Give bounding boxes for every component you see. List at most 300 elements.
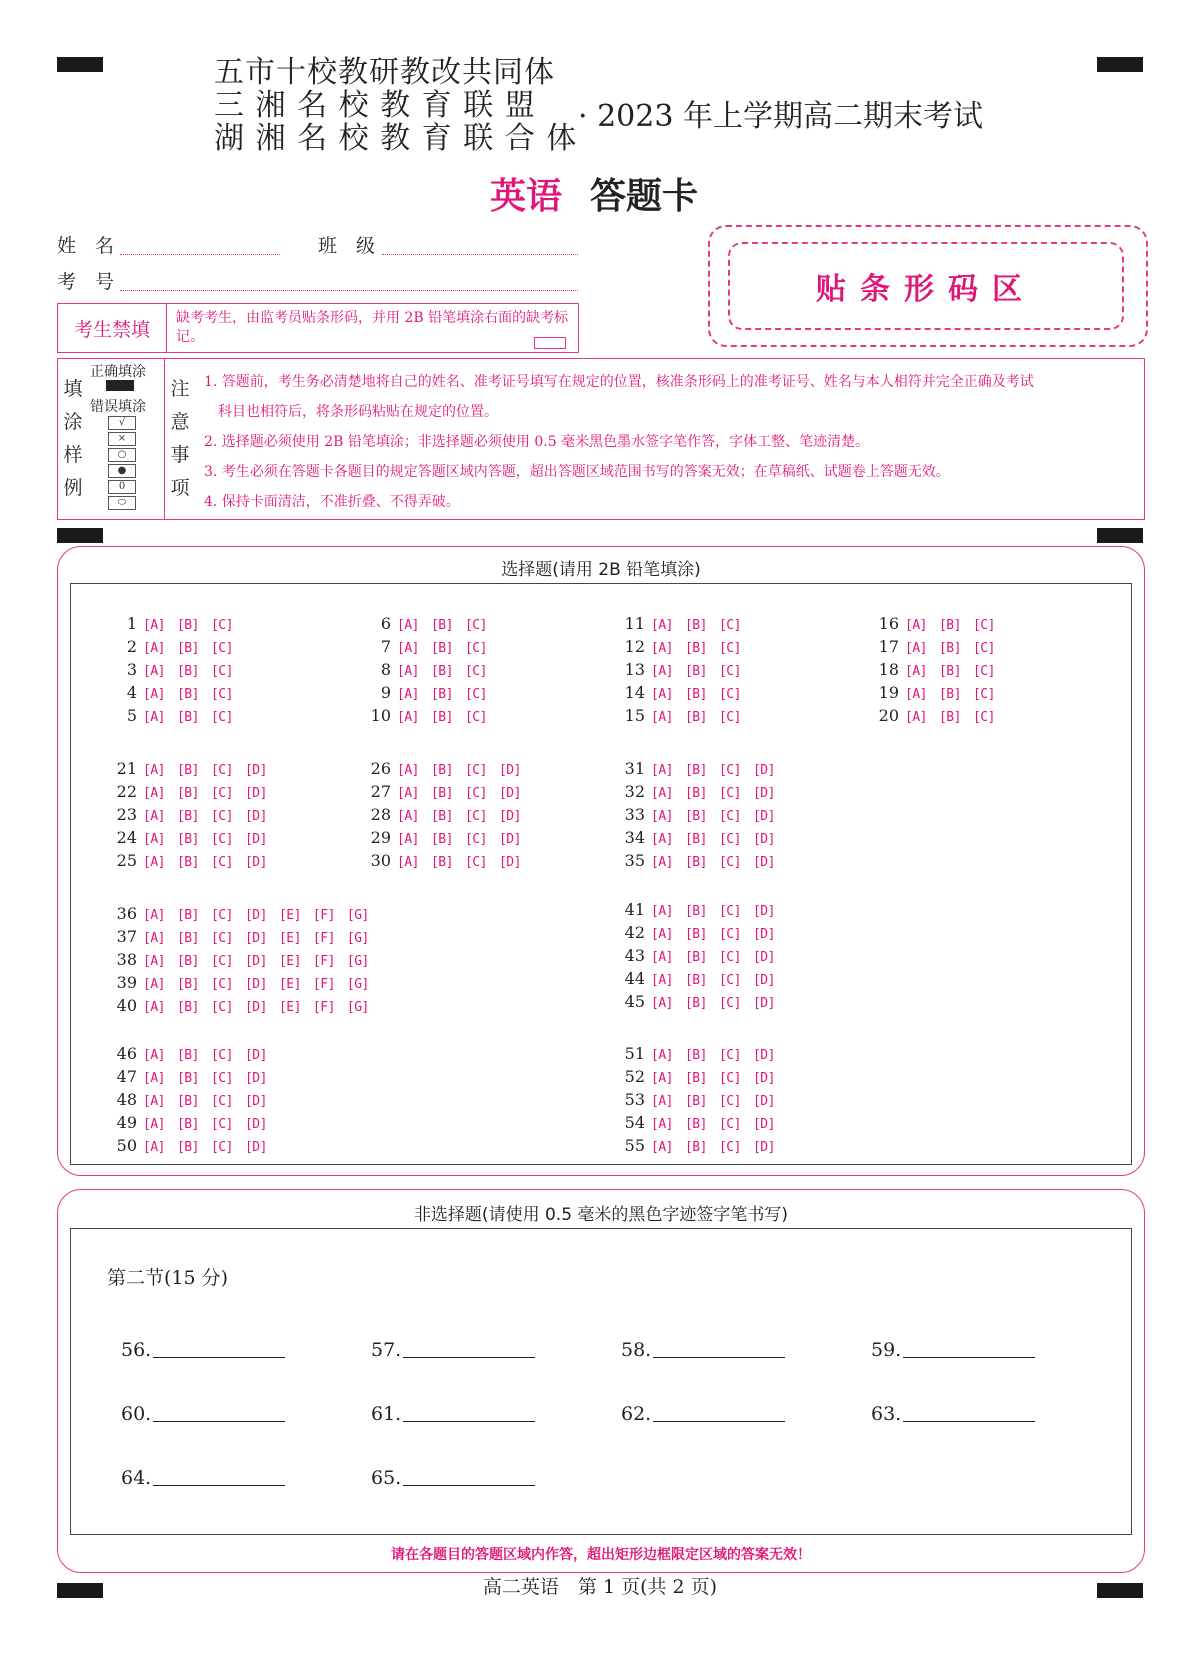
question-number: 34: [624, 828, 645, 847]
answer-bubble[interactable]: [B]: [684, 618, 707, 633]
answer-bubble[interactable]: [C]: [718, 786, 741, 801]
note-item: 2. 选择题必须使用 2B 铅笔填涂；非选择题必须使用 0.5 毫米黑色墨水签字笔作答，字体工整、笔迹清楚。: [204, 434, 870, 450]
answer-bubble[interactable]: [E]: [278, 1000, 301, 1015]
answer-bubble[interactable]: [C]: [210, 832, 233, 847]
answer-bubble[interactable]: [A]: [651, 855, 673, 870]
answer-bubble[interactable]: [B]: [176, 687, 199, 702]
question-row: [111, 973, 381, 992]
answer-bubble[interactable]: [A]: [143, 687, 165, 702]
answer-line[interactable]: [403, 1484, 535, 1486]
question-number: 28: [370, 805, 391, 824]
answer-bubble[interactable]: [B]: [176, 832, 199, 847]
answer-bubble[interactable]: [A]: [143, 710, 165, 725]
answer-bubble[interactable]: [A]: [905, 641, 927, 656]
answer-bubble[interactable]: [D]: [244, 977, 267, 992]
answer-bubble[interactable]: [B]: [176, 908, 199, 923]
answer-bubble[interactable]: [G]: [346, 1000, 369, 1015]
answer-bubble[interactable]: [B]: [176, 664, 199, 679]
answer-bubble[interactable]: [D]: [244, 954, 267, 969]
answer-line[interactable]: [403, 1356, 535, 1358]
answer-line[interactable]: [153, 1484, 285, 1486]
answer-bubble[interactable]: [A]: [905, 664, 927, 679]
answer-bubble[interactable]: [G]: [346, 954, 369, 969]
answer-bubble[interactable]: [A]: [143, 977, 165, 992]
answer-bubble[interactable]: [A]: [651, 710, 673, 725]
answer-blank[interactable]: [871, 1339, 1035, 1361]
answer-line[interactable]: [653, 1356, 785, 1358]
answer-bubble[interactable]: [A]: [905, 687, 927, 702]
notes-label: 注 意 事 项: [170, 378, 190, 499]
answer-bubble[interactable]: [A]: [143, 1048, 165, 1063]
answer-bubble[interactable]: [C]: [210, 1117, 233, 1132]
answer-bubble[interactable]: [B]: [176, 763, 199, 778]
answer-bubble[interactable]: [D]: [752, 1071, 775, 1086]
answer-blank[interactable]: [871, 1403, 1035, 1425]
question-row: [873, 706, 1007, 725]
question-row: [619, 1090, 787, 1109]
answer-bubble[interactable]: [B]: [430, 832, 453, 847]
answer-bubble[interactable]: [C]: [718, 1117, 741, 1132]
question-number: 20: [878, 706, 899, 725]
answer-bubble[interactable]: [B]: [684, 1071, 707, 1086]
answer-bubble[interactable]: [C]: [210, 641, 233, 656]
question-number: 14: [624, 683, 645, 702]
answer-bubble[interactable]: [C]: [464, 710, 487, 725]
answer-bubble[interactable]: [A]: [651, 786, 673, 801]
answer-bubble[interactable]: [C]: [718, 1140, 741, 1155]
answer-bubble[interactable]: [D]: [244, 1071, 267, 1086]
answer-bubble[interactable]: [A]: [905, 618, 927, 633]
answer-bubble[interactable]: [G]: [346, 908, 369, 923]
answer-bubble[interactable]: [A]: [651, 1117, 673, 1132]
answer-bubble[interactable]: [A]: [143, 1000, 165, 1015]
question-number: 32: [624, 782, 645, 801]
id-field[interactable]: [120, 290, 578, 291]
barcode-area: 贴条形码区: [728, 242, 1124, 330]
question-row: [619, 851, 787, 870]
answer-bubble[interactable]: [B]: [938, 618, 961, 633]
answer-bubble[interactable]: [D]: [498, 832, 521, 847]
answer-bubble[interactable]: [B]: [430, 618, 453, 633]
answer-bubble[interactable]: [B]: [176, 618, 199, 633]
nonchoice-section: [57, 1189, 1145, 1573]
answer-bubble[interactable]: [D]: [752, 996, 775, 1011]
answer-bubble[interactable]: [C]: [718, 618, 741, 633]
answer-bubble[interactable]: [B]: [938, 664, 961, 679]
answer-bubble[interactable]: [A]: [651, 996, 673, 1011]
answer-bubble[interactable]: [A]: [143, 931, 165, 946]
answer-bubble[interactable]: [D]: [752, 1117, 775, 1132]
answer-bubble[interactable]: [A]: [651, 1048, 673, 1063]
answer-bubble[interactable]: [C]: [210, 1071, 233, 1086]
answer-bubble[interactable]: [A]: [397, 687, 419, 702]
answer-bubble[interactable]: [A]: [397, 855, 419, 870]
answer-bubble[interactable]: [C]: [718, 763, 741, 778]
question-row: [111, 782, 279, 801]
choice-section-title: 选择题(请用 2B 铅笔填涂): [501, 560, 701, 580]
answer-bubble[interactable]: [D]: [752, 950, 775, 965]
answer-bubble[interactable]: [C]: [210, 710, 233, 725]
answer-bubble[interactable]: [F]: [312, 908, 335, 923]
answer-bubble[interactable]: [B]: [176, 1000, 199, 1015]
question-row: [619, 1067, 787, 1086]
answer-bubble[interactable]: [C]: [718, 1071, 741, 1086]
answer-bubble[interactable]: [B]: [938, 641, 961, 656]
question-row: [619, 759, 787, 778]
answer-bubble[interactable]: [C]: [210, 977, 233, 992]
answer-bubble[interactable]: [A]: [143, 641, 165, 656]
answer-bubble[interactable]: [B]: [430, 710, 453, 725]
answer-bubble[interactable]: [D]: [498, 855, 521, 870]
answer-bubble[interactable]: [D]: [752, 1140, 775, 1155]
answer-bubble[interactable]: [D]: [752, 855, 775, 870]
answer-line[interactable]: [653, 1420, 785, 1422]
answer-bubble[interactable]: [B]: [430, 687, 453, 702]
answer-bubble[interactable]: [B]: [684, 710, 707, 725]
answer-bubble[interactable]: [C]: [210, 763, 233, 778]
answer-bubble[interactable]: [C]: [210, 1140, 233, 1155]
question-row: [365, 759, 533, 778]
answer-bubble[interactable]: [D]: [244, 908, 267, 923]
answer-bubble[interactable]: [B]: [430, 809, 453, 824]
choice-section: [57, 546, 1145, 1176]
question-row: [111, 1136, 279, 1155]
question-number: 19: [878, 683, 899, 702]
answer-bubble[interactable]: [B]: [684, 786, 707, 801]
answer-bubble[interactable]: [D]: [244, 1140, 267, 1155]
answer-bubble[interactable]: [A]: [651, 950, 673, 965]
answer-bubble[interactable]: [C]: [210, 908, 233, 923]
answer-blank-number: 62.: [621, 1403, 652, 1425]
answer-bubble[interactable]: [A]: [651, 809, 673, 824]
question-row: [873, 660, 1007, 679]
answer-bubble[interactable]: [D]: [244, 1000, 267, 1015]
answer-bubble[interactable]: [C]: [972, 618, 995, 633]
answer-bubble[interactable]: [C]: [210, 1048, 233, 1063]
nonchoice-answer-area: [70, 1228, 1132, 1535]
answer-bubble[interactable]: [B]: [684, 904, 707, 919]
answer-bubble[interactable]: [A]: [143, 786, 165, 801]
answer-line[interactable]: [153, 1356, 285, 1358]
answer-bubble[interactable]: [D]: [752, 927, 775, 942]
answer-bubble[interactable]: [C]: [718, 1094, 741, 1109]
answer-bubble[interactable]: [B]: [430, 664, 453, 679]
answer-bubble[interactable]: [B]: [684, 927, 707, 942]
answer-bubble[interactable]: [C]: [464, 763, 487, 778]
answer-bubble[interactable]: [E]: [278, 977, 301, 992]
answer-bubble[interactable]: [C]: [464, 687, 487, 702]
answer-bubble[interactable]: [F]: [312, 1000, 335, 1015]
answer-bubble[interactable]: [F]: [312, 977, 335, 992]
answer-bubble[interactable]: [A]: [397, 763, 419, 778]
answer-bubble[interactable]: [D]: [244, 1117, 267, 1132]
answer-blank-number: 58.: [621, 1339, 652, 1361]
answer-bubble[interactable]: [A]: [651, 927, 673, 942]
answer-bubble[interactable]: [B]: [430, 786, 453, 801]
answer-bubble[interactable]: [C]: [718, 996, 741, 1011]
answer-bubble[interactable]: [D]: [244, 763, 267, 778]
answer-bubble[interactable]: [A]: [143, 664, 165, 679]
question-row: [111, 637, 245, 656]
question-row: [365, 828, 533, 847]
answer-bubble[interactable]: [A]: [905, 710, 927, 725]
question-number: 35: [624, 851, 645, 870]
answer-bubble[interactable]: [D]: [498, 786, 521, 801]
answer-bubble[interactable]: [D]: [244, 786, 267, 801]
answer-bubble[interactable]: [A]: [143, 1094, 165, 1109]
answer-bubble[interactable]: [B]: [684, 996, 707, 1011]
answer-bubble[interactable]: [C]: [718, 1048, 741, 1063]
answer-bubble[interactable]: [C]: [464, 618, 487, 633]
answer-bubble[interactable]: [A]: [651, 618, 673, 633]
answer-bubble[interactable]: [D]: [498, 809, 521, 824]
answer-line[interactable]: [903, 1420, 1035, 1422]
answer-bubble[interactable]: [C]: [210, 1094, 233, 1109]
answer-bubble[interactable]: [C]: [718, 855, 741, 870]
answer-bubble[interactable]: [F]: [312, 931, 335, 946]
answer-bubble[interactable]: [B]: [684, 1140, 707, 1155]
answer-bubble[interactable]: [G]: [346, 977, 369, 992]
answer-bubble[interactable]: [B]: [684, 1117, 707, 1132]
answer-bubble[interactable]: [B]: [176, 710, 199, 725]
answer-bubble[interactable]: [A]: [143, 855, 165, 870]
answer-bubble[interactable]: [B]: [430, 763, 453, 778]
answer-bubble[interactable]: [B]: [176, 977, 199, 992]
question-number: 29: [370, 828, 391, 847]
answer-bubble[interactable]: [C]: [718, 973, 741, 988]
answer-bubble[interactable]: [C]: [464, 855, 487, 870]
question-row: [873, 683, 1007, 702]
answer-blank[interactable]: [621, 1339, 785, 1361]
answer-bubble[interactable]: [A]: [651, 1071, 673, 1086]
answer-bubble[interactable]: [C]: [718, 904, 741, 919]
answer-bubble[interactable]: [A]: [651, 664, 673, 679]
question-number: 52: [624, 1067, 645, 1086]
answer-bubble[interactable]: [A]: [651, 1094, 673, 1109]
answer-bubble[interactable]: [C]: [718, 927, 741, 942]
answer-bubble[interactable]: [A]: [397, 664, 419, 679]
absent-checkbox[interactable]: [534, 337, 566, 349]
nonchoice-section-title: 非选择题(请使用 0.5 毫米的黑色字迹签字笔书写): [413, 1205, 789, 1225]
answer-bubble[interactable]: [B]: [684, 950, 707, 965]
answer-bubble[interactable]: [B]: [684, 763, 707, 778]
answer-bubble[interactable]: [D]: [498, 763, 521, 778]
answer-bubble[interactable]: [B]: [176, 641, 199, 656]
answer-bubble[interactable]: [A]: [143, 832, 165, 847]
answer-bubble[interactable]: [A]: [397, 618, 419, 633]
question-number: 4: [126, 683, 137, 702]
question-row: [873, 614, 1007, 633]
question-row: [111, 759, 279, 778]
answer-bubble[interactable]: [D]: [244, 931, 267, 946]
answer-bubble[interactable]: [B]: [176, 1140, 199, 1155]
answer-bubble[interactable]: [B]: [176, 931, 199, 946]
answer-bubble[interactable]: [E]: [278, 931, 301, 946]
answer-bubble[interactable]: [C]: [210, 786, 233, 801]
note-item: 4. 保持卡面清洁，不准折叠、不得弄破。: [204, 494, 460, 510]
question-number: 1: [126, 614, 137, 633]
question-number: 41: [624, 900, 645, 919]
answer-blank[interactable]: [121, 1403, 285, 1425]
answer-bubble[interactable]: [A]: [651, 763, 673, 778]
answer-bubble[interactable]: [D]: [752, 763, 775, 778]
answer-bubble[interactable]: [C]: [210, 931, 233, 946]
answer-bubble[interactable]: [A]: [651, 1140, 673, 1155]
answer-bubble[interactable]: [C]: [718, 641, 741, 656]
question-row: [111, 706, 245, 725]
answer-bubble[interactable]: [A]: [397, 786, 419, 801]
answer-bubble[interactable]: [C]: [464, 664, 487, 679]
question-row: [111, 904, 381, 923]
answer-bubble[interactable]: [B]: [176, 1117, 199, 1132]
answer-blank-number: 64.: [121, 1467, 152, 1489]
answer-bubble[interactable]: [D]: [752, 832, 775, 847]
answer-blank[interactable]: [371, 1467, 535, 1489]
answer-bubble[interactable]: [C]: [464, 832, 487, 847]
answer-blank[interactable]: [621, 1403, 785, 1425]
answer-bubble[interactable]: [D]: [244, 832, 267, 847]
answer-bubble[interactable]: [A]: [143, 809, 165, 824]
answer-bubble[interactable]: [D]: [244, 1048, 267, 1063]
question-row: [365, 706, 499, 725]
answer-bubble[interactable]: [B]: [684, 1048, 707, 1063]
answer-bubble[interactable]: [B]: [938, 687, 961, 702]
answer-bubble[interactable]: [D]: [752, 786, 775, 801]
answer-bubble[interactable]: [B]: [176, 786, 199, 801]
wrong-fill-example: ⬭: [108, 496, 136, 510]
question-number: 25: [116, 851, 137, 870]
answer-bubble[interactable]: [A]: [651, 904, 673, 919]
question-row: [111, 1044, 279, 1063]
answer-line[interactable]: [153, 1420, 285, 1422]
answer-bubble[interactable]: [B]: [684, 855, 707, 870]
answer-bubble[interactable]: [C]: [718, 710, 741, 725]
answer-bubble[interactable]: [A]: [143, 618, 165, 633]
answer-bubble[interactable]: [B]: [684, 664, 707, 679]
fill-sample-label: 填 涂 样 例: [63, 378, 83, 499]
answer-bubble[interactable]: [A]: [397, 832, 419, 847]
answer-bubble[interactable]: [B]: [684, 809, 707, 824]
answer-bubble[interactable]: [C]: [972, 664, 995, 679]
wrong-fill-label: 错误填涂: [90, 399, 146, 415]
question-row: [365, 637, 499, 656]
answer-bubble[interactable]: [B]: [684, 641, 707, 656]
question-number: 2: [126, 637, 137, 656]
answer-bubble[interactable]: [D]: [752, 809, 775, 824]
answer-bubble[interactable]: [A]: [397, 809, 419, 824]
question-number: 5: [126, 706, 137, 725]
answer-bubble[interactable]: [C]: [718, 687, 741, 702]
answer-blank[interactable]: [121, 1467, 285, 1489]
answer-line[interactable]: [903, 1356, 1035, 1358]
answer-bubble[interactable]: [C]: [210, 954, 233, 969]
answer-bubble[interactable]: [C]: [210, 855, 233, 870]
answer-blank[interactable]: [371, 1339, 535, 1361]
answer-bubble[interactable]: [B]: [938, 710, 961, 725]
answer-bubble[interactable]: [C]: [210, 1000, 233, 1015]
answer-bubble[interactable]: [C]: [972, 687, 995, 702]
answer-bubble[interactable]: [A]: [651, 687, 673, 702]
answer-bubble[interactable]: [B]: [684, 973, 707, 988]
answer-bubble[interactable]: [B]: [684, 832, 707, 847]
answer-line[interactable]: [403, 1420, 535, 1422]
answer-bubble[interactable]: [C]: [972, 710, 995, 725]
answer-bubble[interactable]: [D]: [244, 1094, 267, 1109]
question-row: [619, 637, 753, 656]
page-footer: 高二英语 第 1 页(共 2 页): [482, 1576, 718, 1598]
answer-bubble[interactable]: [B]: [430, 855, 453, 870]
class-field[interactable]: [382, 254, 578, 255]
answer-bubble[interactable]: [B]: [176, 855, 199, 870]
question-number: 45: [624, 992, 645, 1011]
answer-bubble[interactable]: [B]: [176, 1094, 199, 1109]
answer-bubble[interactable]: [A]: [143, 763, 165, 778]
answer-bubble[interactable]: [B]: [176, 1071, 199, 1086]
answer-blank[interactable]: [121, 1339, 285, 1361]
section-label: 第二节(15 分): [107, 1267, 229, 1289]
answer-bubble[interactable]: [B]: [684, 1094, 707, 1109]
answer-bubble[interactable]: [A]: [143, 954, 165, 969]
answer-bubble[interactable]: [C]: [718, 664, 741, 679]
answer-bubble[interactable]: [D]: [244, 855, 267, 870]
answer-bubble[interactable]: [B]: [176, 1048, 199, 1063]
answer-bubble[interactable]: [D]: [752, 1094, 775, 1109]
answer-bubble[interactable]: [C]: [464, 809, 487, 824]
answer-bubble[interactable]: [C]: [210, 664, 233, 679]
question-row: [619, 900, 787, 919]
answer-bubble[interactable]: [E]: [278, 908, 301, 923]
answer-bubble[interactable]: [G]: [346, 931, 369, 946]
answer-bubble[interactable]: [A]: [143, 1140, 165, 1155]
answer-bubble[interactable]: [D]: [752, 904, 775, 919]
answer-bubble[interactable]: [A]: [397, 641, 419, 656]
answer-bubble[interactable]: [C]: [718, 950, 741, 965]
question-row: [619, 946, 787, 965]
answer-bubble[interactable]: [C]: [464, 641, 487, 656]
answer-bubble[interactable]: [D]: [752, 973, 775, 988]
answer-bubble[interactable]: [A]: [651, 832, 673, 847]
org-line: 湖 湘 名 校 教 育 联 合 体: [214, 121, 578, 156]
question-number: 31: [624, 759, 645, 778]
answer-bubble[interactable]: [A]: [397, 710, 419, 725]
question-row: [619, 660, 753, 679]
answer-bubble[interactable]: [D]: [244, 809, 267, 824]
answer-bubble[interactable]: [E]: [278, 954, 301, 969]
answer-bubble[interactable]: [F]: [312, 954, 335, 969]
answer-bubble[interactable]: [C]: [210, 809, 233, 824]
answer-bubble[interactable]: [B]: [176, 809, 199, 824]
answer-bubble[interactable]: [A]: [651, 973, 673, 988]
answer-bubble[interactable]: [C]: [718, 809, 741, 824]
answer-bubble[interactable]: [B]: [684, 687, 707, 702]
answer-bubble[interactable]: [C]: [210, 687, 233, 702]
answer-bubble[interactable]: [D]: [752, 1048, 775, 1063]
answer-bubble[interactable]: [A]: [143, 1117, 165, 1132]
answer-bubble[interactable]: [B]: [430, 641, 453, 656]
answer-bubble[interactable]: [C]: [210, 618, 233, 633]
answer-blank-number: 57.: [371, 1339, 402, 1361]
answer-bubble[interactable]: [A]: [651, 641, 673, 656]
answer-bubble[interactable]: [C]: [972, 641, 995, 656]
answer-bubble[interactable]: [B]: [176, 954, 199, 969]
answer-bubble[interactable]: [A]: [143, 908, 165, 923]
answer-bubble[interactable]: [A]: [143, 1071, 165, 1086]
question-row: [365, 805, 533, 824]
answer-blank[interactable]: [371, 1403, 535, 1425]
answer-bubble[interactable]: [C]: [464, 786, 487, 801]
name-field[interactable]: [120, 254, 280, 255]
answer-bubble[interactable]: [C]: [718, 832, 741, 847]
